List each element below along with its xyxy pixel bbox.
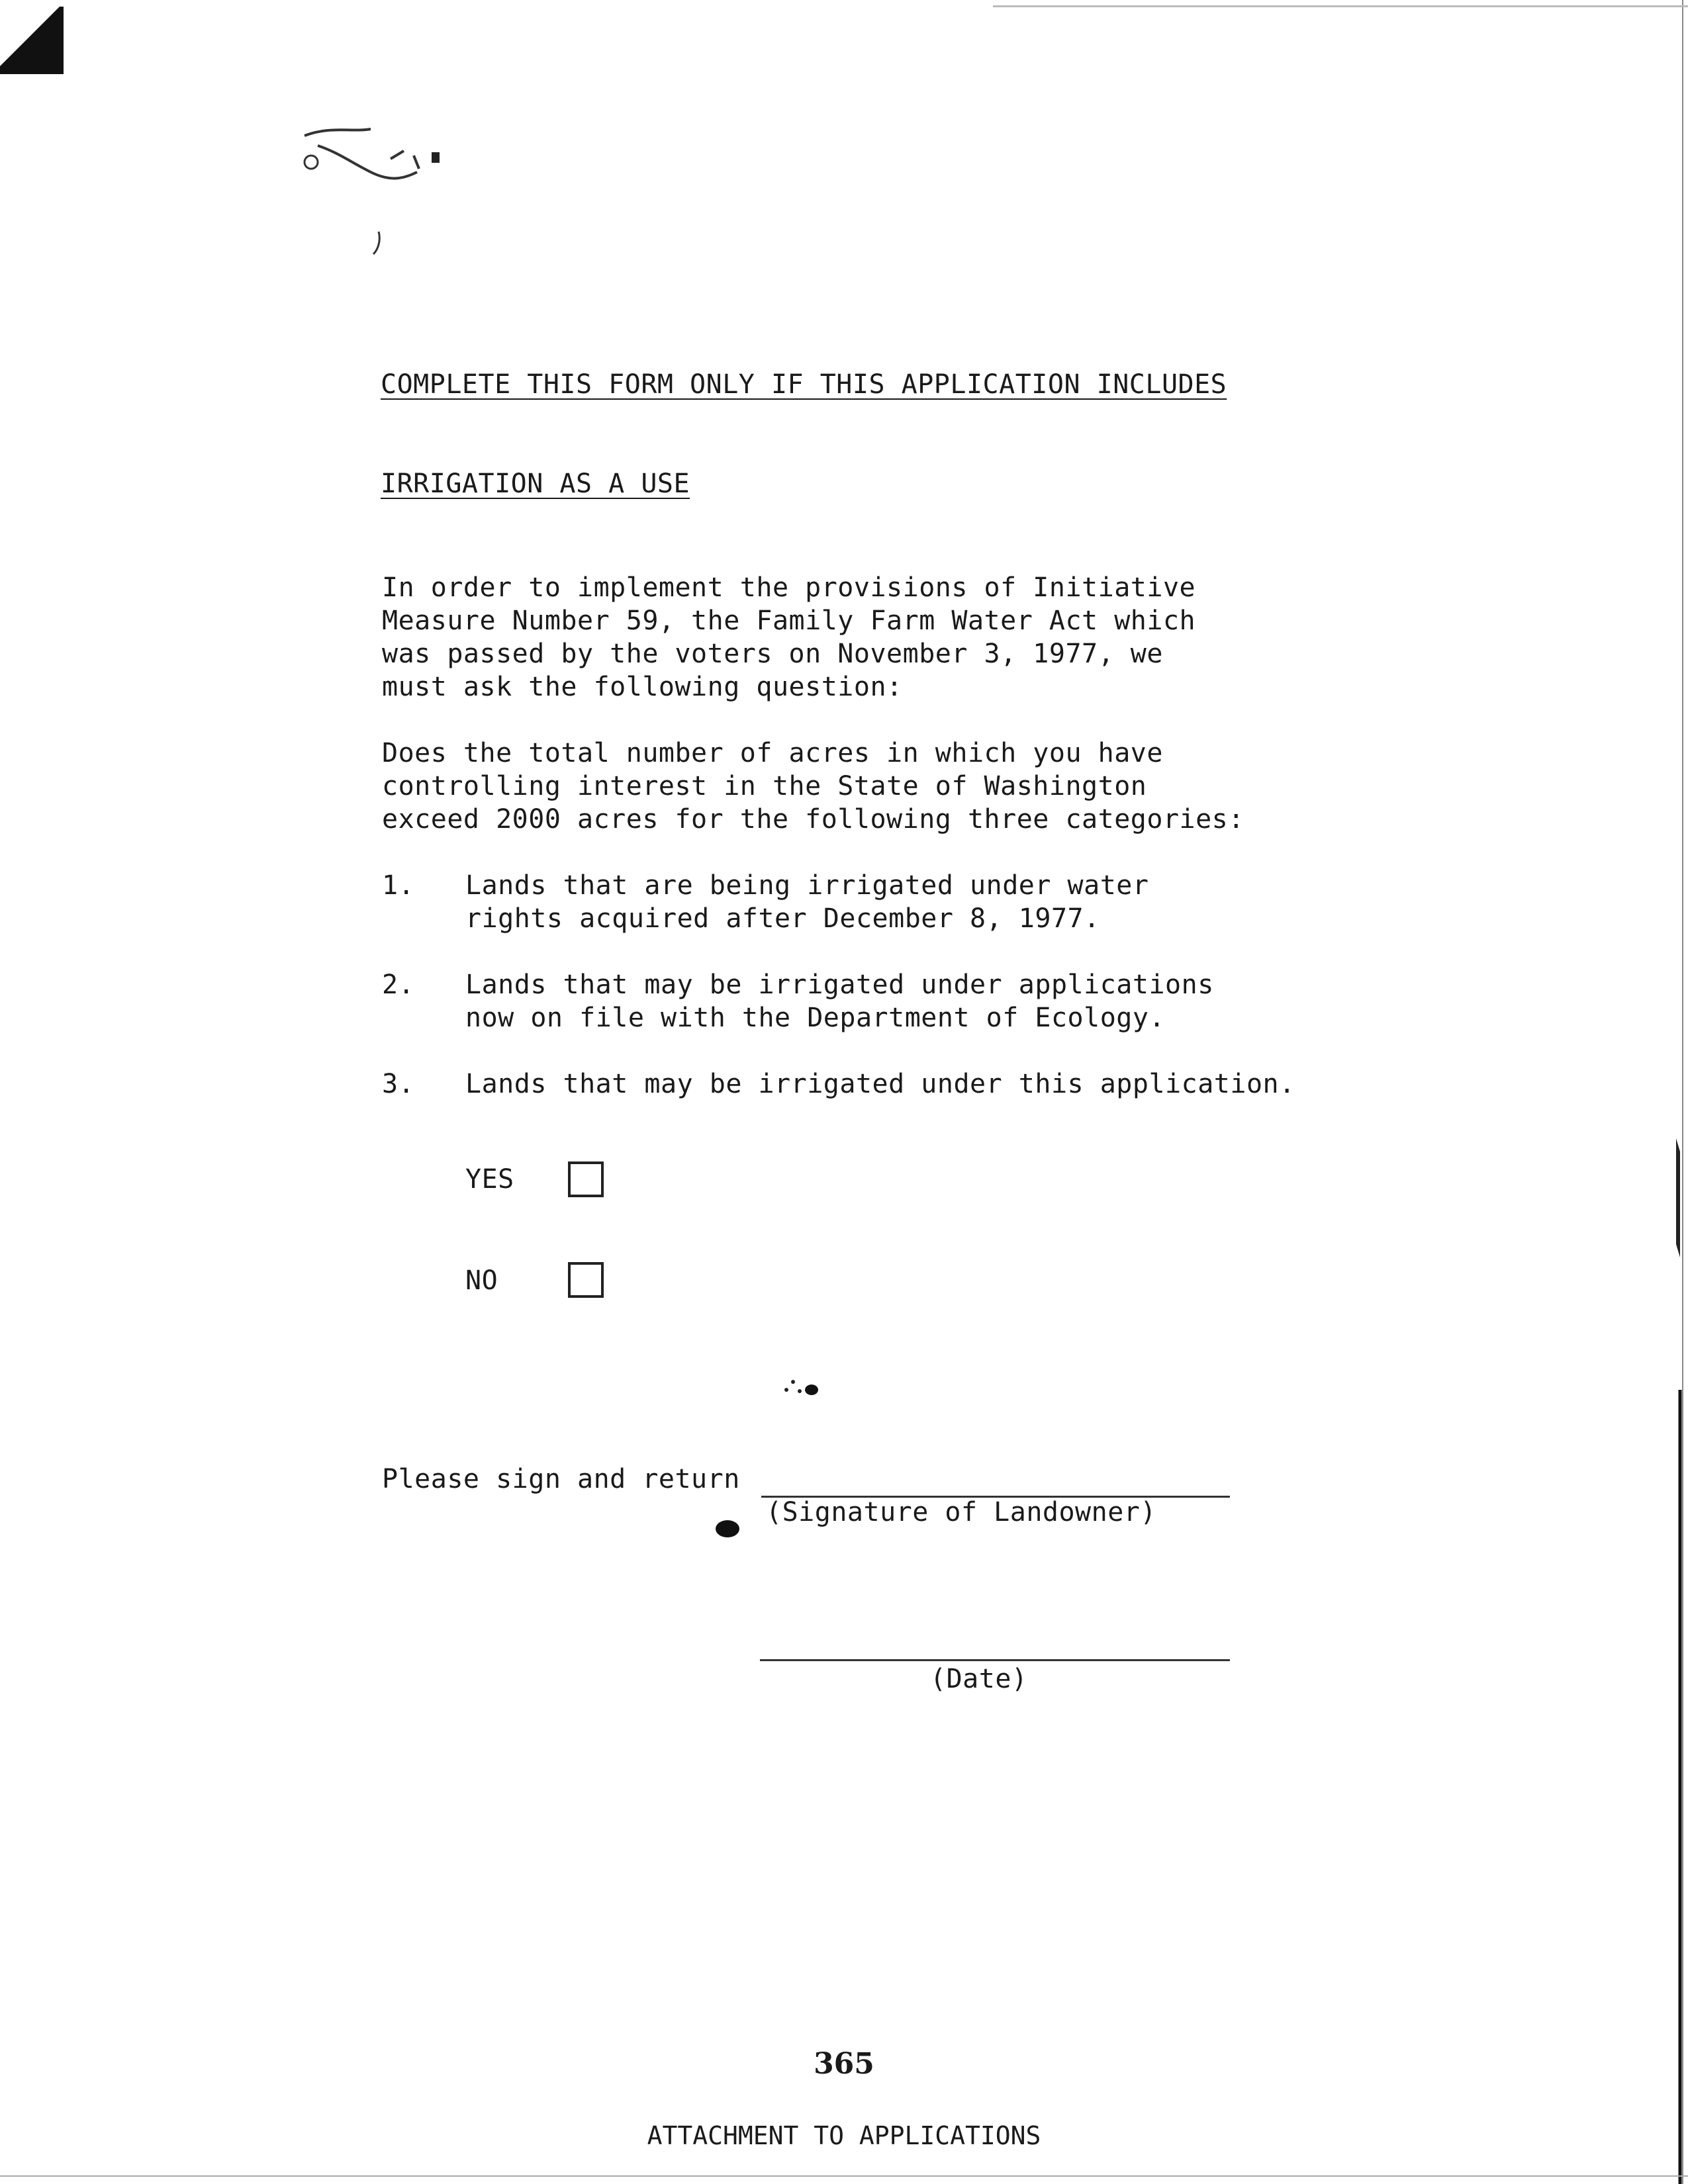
- category-number: 1.: [382, 870, 415, 901]
- category-item: [382, 869, 1149, 968]
- sign-prompt: Please sign and return: [382, 1464, 740, 1494]
- category-item: [382, 1068, 1295, 1167]
- date-caption: (Date): [930, 1664, 1028, 1694]
- category-number: 2.: [382, 970, 415, 1000]
- intro-paragraph: In order to implement the provisions of Initiative Measure Number 59, the Family Farm Water Act which was passed by the voters on November 3, 1977, we must ask the following question:: [382, 572, 1196, 702]
- yes-label: YES: [465, 1164, 514, 1195]
- ink-speck: [781, 1370, 834, 1410]
- heading-line-1: COMPLETE THIS FORM ONLY IF THIS APPLICATION INCLUDES: [381, 369, 1227, 400]
- date-line[interactable]: [760, 1659, 1230, 1661]
- category-text: Lands that are being irrigated under water rights acquired after December 8, 1977.: [465, 870, 1149, 934]
- scan-bottom-rule: [0, 2175, 1688, 2177]
- signature-caption: (Signature of Landowner): [766, 1497, 1156, 1527]
- handwritten-mark: [291, 99, 463, 258]
- form-heading: [381, 302, 1227, 533]
- heading-line-2: IRRIGATION AS A USE: [381, 469, 690, 499]
- question-paragraph: Does the total number of acres in which you have controlling interest in the State of Washington exceed 2000 acres for the following three categories:: [382, 738, 1244, 835]
- scan-edge-line: [1662, 0, 1688, 2184]
- category-text: Lands that may be irrigated under applications now on file with the Department of Ecology.: [465, 970, 1214, 1033]
- yes-checkbox[interactable]: [568, 1161, 604, 1197]
- scan-top-rule: [993, 5, 1688, 7]
- scan-corner-mark: [0, 0, 71, 83]
- no-label: NO: [465, 1265, 498, 1296]
- page-number: 365: [814, 2047, 874, 2081]
- no-checkbox[interactable]: [568, 1262, 604, 1298]
- ink-blot: [712, 1516, 745, 1542]
- category-item: [382, 968, 1214, 1068]
- footer-caption: ATTACHMENT TO APPLICATIONS: [647, 2121, 1041, 2150]
- category-number: 3.: [382, 1069, 415, 1099]
- category-text: Lands that may be irrigated under this application.: [465, 1069, 1295, 1099]
